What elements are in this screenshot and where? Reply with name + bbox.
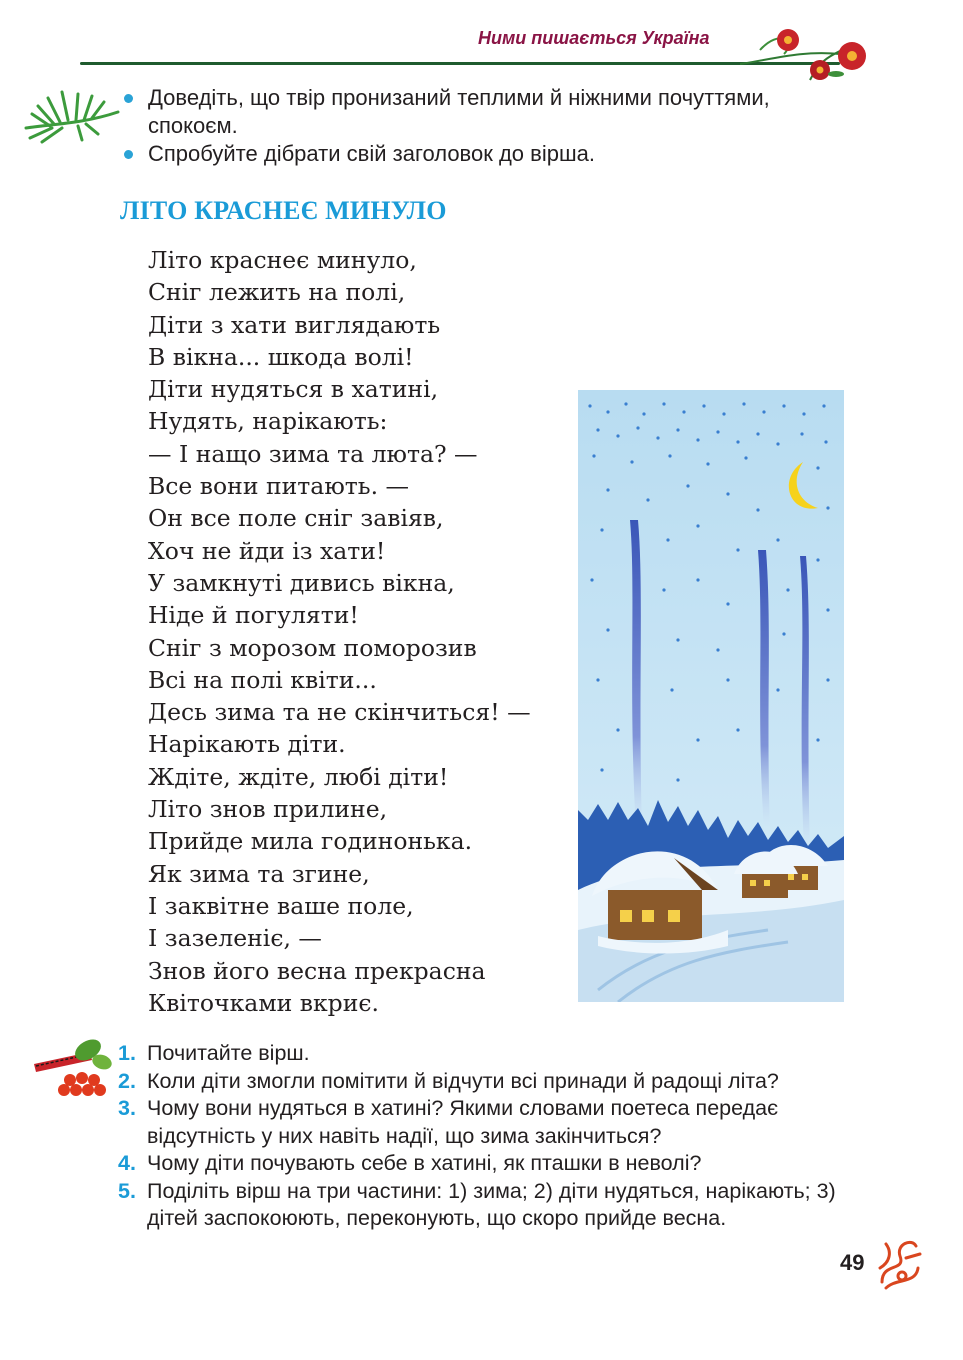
poem-line: Он все поле сніг завіяв,	[148, 504, 444, 533]
poem-line: І зазеленіє, —	[148, 924, 322, 953]
question-number: 3.	[118, 1096, 136, 1120]
question-number: 4.	[118, 1151, 136, 1175]
poem-line: Нарікають діти.	[148, 730, 346, 759]
page-number: 49	[840, 1250, 865, 1275]
poem-line: Нудять, нарікають:	[148, 407, 388, 436]
poem-line: Знов його весна прекрасна	[148, 956, 486, 985]
question-number: 2.	[118, 1068, 136, 1093]
poem-text	[148, 244, 531, 1019]
poem-line: Квіточками вкриє.	[148, 988, 379, 1017]
ornament-icon	[876, 1232, 924, 1292]
poem-line: Сніг лежить на полі,	[148, 278, 406, 307]
poem-line: У замкнуті дивись вікна,	[148, 568, 455, 597]
wheat-ears-icon	[22, 84, 122, 144]
poem-title: ЛІТО КРАСНЕЄ МИНУЛО	[120, 196, 447, 225]
running-title: Ними пишається Україна	[478, 28, 710, 48]
poem-line: Всі на полі квіти...	[148, 665, 377, 694]
poem-line: Літо краснеє минуло,	[148, 246, 417, 274]
poem-line: Ніде й погуляти!	[148, 601, 359, 630]
question-text: Поділіть вірш на три частини: 1) зима; 2) діти нудяться, нарікають; 3) дітей заспокоюють, переконують, що скоро прийде весна.	[147, 1178, 836, 1230]
task-list	[118, 84, 858, 168]
poem-line: В вікна... шкода волі!	[148, 342, 414, 371]
question-text: Чому діти почувають себе в хатині, як пташки в неволі?	[147, 1151, 702, 1175]
poem-line: Сніг з морозом поморозив	[148, 633, 477, 662]
poem-line: — І нащо зима та люта? —	[148, 439, 478, 468]
bullet-icon	[124, 150, 133, 159]
question-item	[118, 1150, 858, 1178]
viburnum-berries-icon	[30, 1034, 112, 1100]
poem-line: Ждіте, ждіте, любі діти!	[148, 762, 449, 791]
header-rule	[80, 62, 840, 65]
poem-line: Як зима та згине,	[148, 859, 370, 888]
question-item	[118, 1178, 858, 1233]
poem-line: Діти з хати виглядають	[148, 310, 441, 339]
poem-line: Прийде мила годинонька.	[148, 827, 473, 856]
poem-line: Все вони питають. —	[148, 472, 410, 501]
poem-line: Десь зима та не скінчиться! —	[148, 698, 531, 727]
question-number: 1.	[118, 1041, 136, 1065]
question-item	[118, 1095, 858, 1150]
question-text: Почитайте вірш.	[147, 1041, 310, 1065]
poem-line: Діти нудяться в хатині,	[148, 375, 439, 404]
winter-village-illustration	[578, 390, 844, 1002]
questions-list	[118, 1040, 858, 1233]
list-item: Доведіть, що твір пронизаний теплими й ніжними почуттями, спокоєм.	[118, 84, 858, 140]
poem-line: І заквітне ваше поле,	[148, 891, 414, 920]
question-number: 5.	[118, 1178, 136, 1203]
bullet-icon	[124, 94, 133, 103]
list-item: Спробуйте дібрати свій заголовок до вірша.	[118, 140, 858, 168]
question-item	[118, 1068, 858, 1096]
question-text: Коли діти змогли помітити й відчути всі принади й радощі літа?	[147, 1068, 779, 1093]
question-text: Чому вони нудяться в хатині? Якими словами поетеса передає відсутність у них навіть надії, що зима закінчиться?	[147, 1096, 779, 1148]
poem-line: Хоч не йди із хати!	[148, 536, 386, 565]
poem-line: Літо знов прилине,	[148, 795, 388, 824]
question-item	[118, 1040, 858, 1068]
poppy-flowers-icon	[740, 20, 880, 84]
